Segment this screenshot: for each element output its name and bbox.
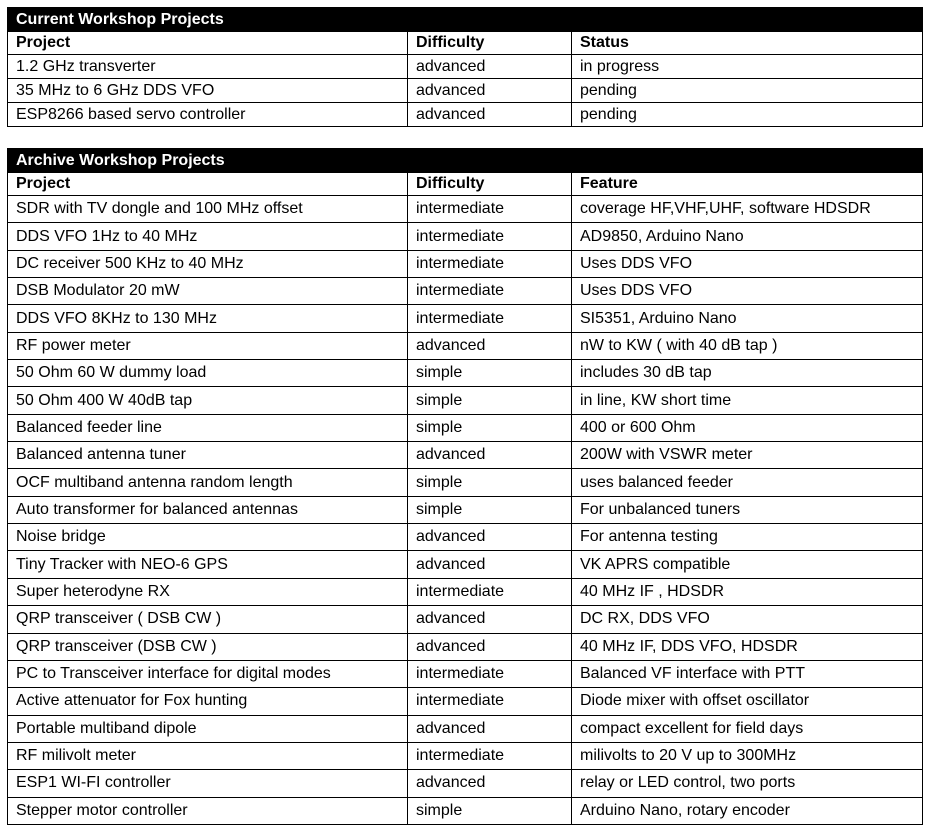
cell-project: OCF multiband antenna random length [8, 469, 408, 496]
table-row [8, 742, 923, 769]
current-projects-table [7, 7, 923, 127]
cell-difficulty: intermediate [408, 250, 572, 277]
table-header-row [8, 173, 923, 196]
cell-difficulty: simple [408, 360, 572, 387]
archive-projects-title: Archive Workshop Projects [8, 149, 923, 173]
table-row [8, 688, 923, 715]
table-row [8, 660, 923, 687]
cell-difficulty: simple [408, 387, 572, 414]
cell-difficulty: intermediate [408, 196, 572, 223]
cell-difficulty: advanced [408, 79, 572, 103]
cell-difficulty: intermediate [408, 660, 572, 687]
cell-project: RF power meter [8, 332, 408, 359]
cell-project: QRP transceiver (DSB CW ) [8, 633, 408, 660]
cell-project: SDR with TV dongle and 100 MHz offset [8, 196, 408, 223]
cell-feature: coverage HF,VHF,UHF, software HDSDR [572, 196, 923, 223]
cell-project: 1.2 GHz transverter [8, 55, 408, 79]
cell-feature: Balanced VF interface with PTT [572, 660, 923, 687]
cell-project: DDS VFO 8KHz to 130 MHz [8, 305, 408, 332]
cell-feature: Arduino Nano, rotary encoder [572, 797, 923, 824]
cell-difficulty: simple [408, 414, 572, 441]
cell-difficulty: simple [408, 496, 572, 523]
column-header-status: Status [572, 32, 923, 55]
cell-feature: nW to KW ( with 40 dB tap ) [572, 332, 923, 359]
cell-status: in progress [572, 55, 923, 79]
cell-difficulty: intermediate [408, 223, 572, 250]
cell-project: 35 MHz to 6 GHz DDS VFO [8, 79, 408, 103]
cell-feature: Uses DDS VFO [572, 250, 923, 277]
table-row [8, 278, 923, 305]
table-row [8, 578, 923, 605]
cell-status: pending [572, 79, 923, 103]
cell-feature: milivolts to 20 V up to 300MHz [572, 742, 923, 769]
cell-feature: uses balanced feeder [572, 469, 923, 496]
table-row [8, 103, 923, 127]
cell-difficulty: intermediate [408, 578, 572, 605]
cell-feature: AD9850, Arduino Nano [572, 223, 923, 250]
table-row [8, 387, 923, 414]
column-header-difficulty: Difficulty [408, 32, 572, 55]
current-projects-title: Current Workshop Projects [8, 8, 923, 32]
cell-difficulty: intermediate [408, 278, 572, 305]
cell-feature: Uses DDS VFO [572, 278, 923, 305]
current-projects-body [8, 8, 923, 127]
cell-feature: 400 or 600 Ohm [572, 414, 923, 441]
cell-difficulty: advanced [408, 551, 572, 578]
table-row [8, 250, 923, 277]
table-row [8, 633, 923, 660]
cell-feature: For unbalanced tuners [572, 496, 923, 523]
cell-feature: 40 MHz IF, DDS VFO, HDSDR [572, 633, 923, 660]
cell-feature: includes 30 dB tap [572, 360, 923, 387]
cell-difficulty: intermediate [408, 742, 572, 769]
cell-difficulty: advanced [408, 770, 572, 797]
cell-project: DSB Modulator 20 mW [8, 278, 408, 305]
cell-difficulty: advanced [408, 633, 572, 660]
cell-project: 50 Ohm 60 W dummy load [8, 360, 408, 387]
table-header-row [8, 32, 923, 55]
cell-feature: compact excellent for field days [572, 715, 923, 742]
table-row [8, 524, 923, 551]
cell-project: Noise bridge [8, 524, 408, 551]
column-header-difficulty: Difficulty [408, 173, 572, 196]
cell-difficulty: simple [408, 469, 572, 496]
cell-project: Stepper motor controller [8, 797, 408, 824]
cell-project: RF milivolt meter [8, 742, 408, 769]
cell-project: Active attenuator for Fox hunting [8, 688, 408, 715]
cell-project: PC to Transceiver interface for digital modes [8, 660, 408, 687]
column-header-feature: Feature [572, 173, 923, 196]
table-row [8, 715, 923, 742]
table-row [8, 305, 923, 332]
cell-difficulty: advanced [408, 332, 572, 359]
table-row [8, 797, 923, 824]
table-row [8, 223, 923, 250]
cell-project: Portable multiband dipole [8, 715, 408, 742]
cell-project: Auto transformer for balanced antennas [8, 496, 408, 523]
cell-feature: VK APRS compatible [572, 551, 923, 578]
cell-difficulty: advanced [408, 55, 572, 79]
table-row [8, 551, 923, 578]
cell-feature: DC RX, DDS VFO [572, 606, 923, 633]
table-row [8, 770, 923, 797]
table-row [8, 79, 923, 103]
cell-difficulty: intermediate [408, 688, 572, 715]
cell-feature: SI5351, Arduino Nano [572, 305, 923, 332]
cell-project: Balanced antenna tuner [8, 442, 408, 469]
cell-feature: Diode mixer with offset oscillator [572, 688, 923, 715]
cell-difficulty: advanced [408, 442, 572, 469]
cell-feature: For antenna testing [572, 524, 923, 551]
table-row [8, 332, 923, 359]
cell-difficulty: simple [408, 797, 572, 824]
cell-feature: relay or LED control, two ports [572, 770, 923, 797]
cell-project: DDS VFO 1Hz to 40 MHz [8, 223, 408, 250]
archive-projects-table [7, 148, 923, 825]
table-row [8, 414, 923, 441]
cell-project: ESP1 WI-FI controller [8, 770, 408, 797]
cell-project: Tiny Tracker with NEO-6 GPS [8, 551, 408, 578]
cell-difficulty: advanced [408, 715, 572, 742]
column-header-project: Project [8, 32, 408, 55]
table-row [8, 55, 923, 79]
archive-projects-body [8, 149, 923, 825]
cell-feature: in line, KW short time [572, 387, 923, 414]
cell-project: ESP8266 based servo controller [8, 103, 408, 127]
column-header-project: Project [8, 173, 408, 196]
cell-difficulty: intermediate [408, 305, 572, 332]
table-row [8, 496, 923, 523]
table-row [8, 469, 923, 496]
cell-project: 50 Ohm 400 W 40dB tap [8, 387, 408, 414]
cell-project: QRP transceiver ( DSB CW ) [8, 606, 408, 633]
table-row [8, 196, 923, 223]
cell-difficulty: advanced [408, 103, 572, 127]
cell-feature: 200W with VSWR meter [572, 442, 923, 469]
cell-feature: 40 MHz IF , HDSDR [572, 578, 923, 605]
cell-project: DC receiver 500 KHz to 40 MHz [8, 250, 408, 277]
cell-status: pending [572, 103, 923, 127]
cell-difficulty: advanced [408, 606, 572, 633]
cell-difficulty: advanced [408, 524, 572, 551]
table-row [8, 442, 923, 469]
table-row [8, 360, 923, 387]
table-title-row [8, 149, 923, 173]
table-title-row [8, 8, 923, 32]
cell-project: Super heterodyne RX [8, 578, 408, 605]
table-row [8, 606, 923, 633]
cell-project: Balanced feeder line [8, 414, 408, 441]
